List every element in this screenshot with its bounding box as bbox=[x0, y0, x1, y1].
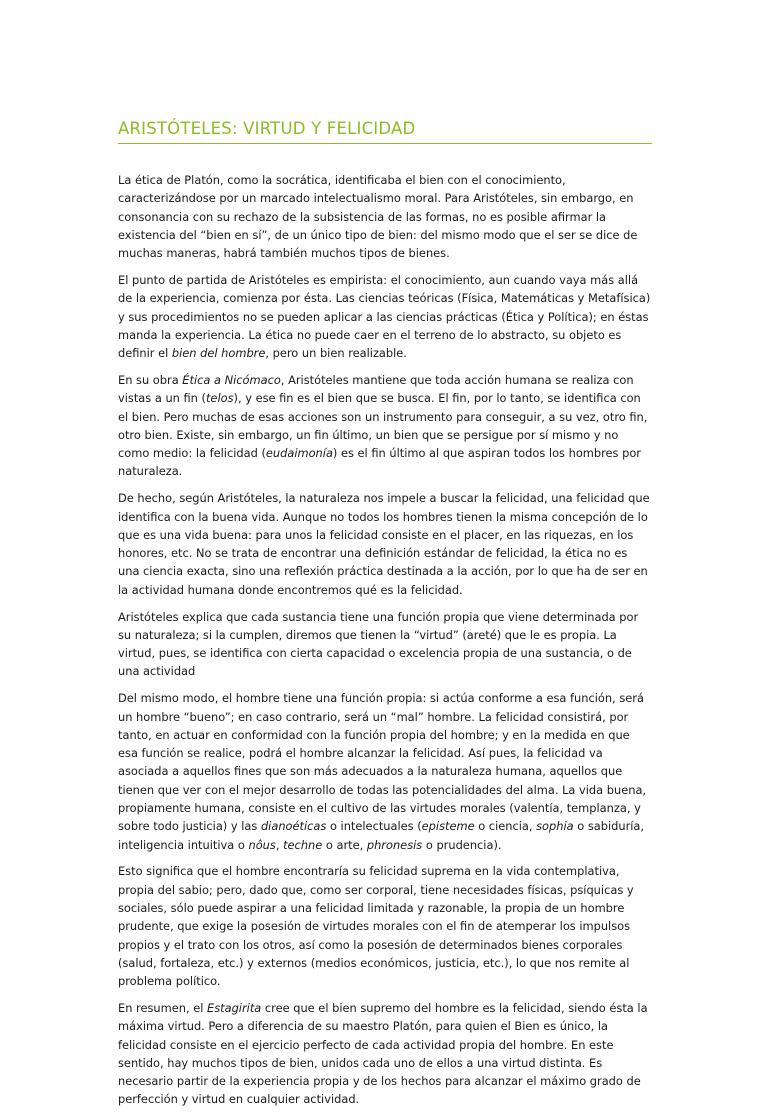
text-run: Esto significa que el hombre encontraría su felicidad suprema en la vida contemplativa, propia del sabio; pero, dado que, como ser corporal, tiene necesidades físicas, psíquicas y sociales, sólo puede aspirar a una felicidad limitada y razonable, la propia de un hombre prudente, que exige la posesión de virtudes morales con el fin de atemperar los impulsos propios y el trato con los otros, así como la posesión de determinados bienes corporales (salud, fortaleza, etc.) y externos (medios económicos, justicia, etc.), lo que nos remite al problema político. bbox=[118, 864, 634, 989]
italic-text-run: Estagirita bbox=[207, 1000, 262, 1015]
text-run: ), y ese fin es el bien que se busca. El fin, por lo tanto, se identifica con el bien. Pero muchas de esas acciones son un instrumento para conseguir, a su vez, otro fin, otro bien. Existe, sin embargo, un fin último, un bien que se persigue por sí mismo y no como medio: la felicidad ( bbox=[118, 391, 648, 461]
paragraph bbox=[118, 489, 652, 599]
italic-text-run: telos bbox=[205, 391, 234, 406]
text-run: cree que el bien supremo del hombre es la felicidad, siendo ésta la máxima virtud. Pero a diferencia de su maestro Platón, para quien el Bien es único, la felicidad consiste en el ejercicio perfecto de cada actividad propia del hombre. En este sentido, hay muchos tipos de bien, unidos cada uno de ellos a una virtud distinta. Es necesario partir de la experiencia propia y de los hechos para alcanzar el máximo grado de perfección y virtud en cualquier actividad. bbox=[118, 1000, 648, 1107]
paragraph bbox=[118, 171, 652, 262]
text-run: En su obra bbox=[118, 372, 183, 387]
text-run: o prudencia). bbox=[422, 837, 502, 852]
text-run: El punto de partida de Aristóteles es empirista: el conocimiento, aun cuando vaya más allá de la experiencia, comienza por ésta. Las ciencias teóricas (Física, Matemáticas y Metafísica) y sus procedimientos no se pueden aplicar a las ciencias prácticas (Ética y Política); en éstas manda la experiencia. La ética no puede caer en el terreno de lo abstracto, su objeto es definir el bbox=[118, 272, 651, 361]
text-run: o arte, bbox=[322, 837, 367, 852]
text-run: , Aristóteles mantiene que toda acción humana se realiza con vistas a un fin ( bbox=[118, 372, 634, 406]
paragraph bbox=[118, 371, 652, 481]
text-run: o ciencia, bbox=[474, 819, 537, 834]
italic-text-run: sophia bbox=[536, 819, 574, 834]
italic-text-run: bien del hombre bbox=[171, 346, 266, 361]
text-run: En resumen, el bbox=[118, 1000, 207, 1015]
title-underline bbox=[118, 143, 652, 144]
italic-text-run: episteme bbox=[421, 819, 475, 834]
text-run: , pero un bien realizable. bbox=[265, 346, 407, 361]
paragraph bbox=[118, 862, 652, 990]
italic-text-run: nôus bbox=[248, 837, 276, 852]
text-run: De hecho, según Aristóteles, la naturaleza nos impele a buscar la felicidad, una felicidad que identifica con la buena vida. Aunque no todos los hombres tienen la misma concepción de lo que es una vida buena: para unos la felicidad consiste en el placer, en las riquezas, en los honores, etc. No se trata de encontrar una definición estándar de felicidad, la ética no es una ciencia exacta, sino una reflexión práctica destinada a la acción, por lo que ha de ser en la actividad humana donde encontremos qué es la felicidad. bbox=[118, 491, 650, 597]
italic-text-run: phronesis bbox=[366, 837, 423, 852]
document-page bbox=[118, 118, 652, 1117]
text-run: Aristóteles explica que cada sustancia tiene una función propia que viene determinada por su naturaleza; si la cumplen, diremos que tienen la “virtud” (areté) que le es propia. La virtud, pues, se identifica con cierta capacidad o excelencia propia de una sustancia, o de una actividad bbox=[118, 609, 639, 679]
italic-text-run: techne bbox=[283, 837, 323, 852]
paragraph bbox=[118, 689, 652, 854]
text-run: o sabiduría, inteligencia intuitiva o bbox=[118, 819, 645, 852]
document-body bbox=[118, 171, 652, 1109]
text-run: ) es el fin último al que aspiran todos los hombres por naturaleza. bbox=[118, 446, 641, 479]
paragraph bbox=[118, 999, 652, 1109]
page-title: ARISTÓTELES: VIRTUD Y FELICIDAD bbox=[118, 119, 416, 138]
paragraph bbox=[118, 271, 652, 362]
text-run: Del mismo modo, el hombre tiene una función propia: si actúa conforme a esa función, será un hombre “bueno”; en caso contrario, será un “mal” hombre. La felicidad consistirá, por tanto, en actuar en conformidad con la función propia del hombre; y en la medida en que esa función se realice, podrá el hombre alcanzar la felicidad. Así pues, la felicidad va asociada a aquellos fines que son más adecuados a la naturaleza humana, aquellos que tienen que ver con el mejor desarrollo de todas las potencialidades del alma. La vida buena, propiamente humana, consiste en el cultivo de las virtudes morales (valentía, templanza, y sobre todo justicia) y las bbox=[118, 691, 647, 834]
italic-text-run: Ética a Nicómaco bbox=[182, 372, 281, 387]
paragraph bbox=[118, 608, 652, 681]
text-run: , bbox=[275, 837, 284, 852]
italic-text-run: dianoéticas bbox=[260, 819, 327, 834]
text-run: La ética de Platón, como la socrática, identificaba el bien con el conocimiento, caracterizándose por un marcado intelectualismo moral. Para Aristóteles, sin embargo, en consonancia con su rechazo de la subsistencia de las formas, no es posible afirmar la existencia del “bien en sí”, de un único tipo de bien: del mismo modo que el ser se dice de muchas maneras, habrá también muchos tipos de bienes. bbox=[118, 173, 638, 261]
text-run: o intelectuales ( bbox=[326, 819, 422, 834]
italic-text-run: eudaimonía bbox=[265, 446, 333, 461]
